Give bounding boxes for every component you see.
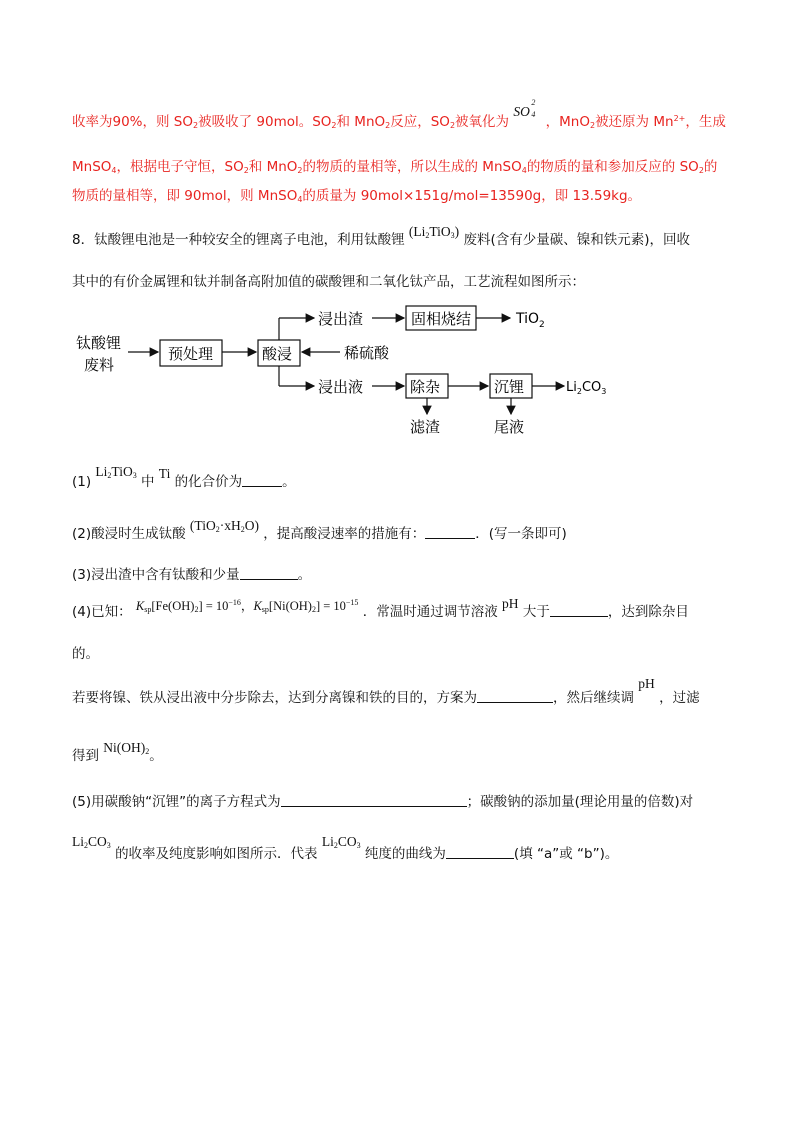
superscript: −15 (345, 598, 359, 607)
question-4-line2: 的。 (72, 646, 99, 662)
question-text: (1) (72, 474, 92, 490)
sulfate-formula (513, 98, 541, 130)
flow-pretreat-label: 预处理 (168, 345, 214, 363)
formula-text: O) (244, 518, 259, 533)
subscript: 2 (193, 121, 199, 130)
flow-filter-residue-label: 滤渣 (410, 418, 441, 436)
formula-text: Li (321, 834, 334, 849)
question-text: ．(写一条即可) (475, 526, 567, 542)
flow-waste-label-1: 钛酸锂 (76, 334, 122, 352)
answer-text: 被还原为 Mn (595, 114, 674, 130)
question-text: 得到 (72, 748, 99, 764)
answer-text: 的物质的量相等，所以生成的 MnSO (302, 159, 522, 175)
question-text: (3)浸出渣中含有钛酸和少量 (72, 567, 240, 583)
question-1 (72, 464, 296, 490)
formula-text: CO (337, 834, 357, 849)
formula-text: ] = 10 (315, 599, 346, 613)
formula-text: [Ni(OH) (268, 599, 312, 613)
flow-leachate-label: 浸出液 (318, 378, 364, 396)
formula-text: (Li (408, 224, 426, 239)
question-text: 的收率及纯度影响如图所示．代表 (115, 846, 318, 862)
formula-text: ] = 10 (198, 599, 229, 613)
li2tio3-formula (95, 464, 136, 479)
answer-text: MnSO (72, 159, 112, 175)
formula-text: K (135, 599, 145, 613)
nioh2-formula (103, 740, 149, 755)
question-text: 废料(含有少量碳、镍和铁元素)，回收 (463, 232, 691, 248)
subscript: 2 (698, 166, 704, 175)
answer-line-2 (72, 155, 717, 175)
question-2 (72, 518, 567, 542)
subscript: 2 (311, 605, 316, 614)
formula-text: ， (240, 599, 254, 613)
formula-text: pH (502, 596, 519, 611)
formula-text: (TiO (189, 518, 216, 533)
subscript: 2 (589, 121, 596, 130)
subscript: 2 (385, 121, 391, 130)
subscript: 2 (297, 166, 303, 175)
question-text: 大于 (522, 604, 550, 620)
subscript: 2 (215, 525, 220, 534)
answer-text: 和 MnO (336, 114, 386, 130)
subscript: 3 (132, 471, 137, 480)
answer-text: 的质量为 90mol×151g/mol=13590g，即 13.59kg。 (302, 188, 642, 204)
question-5-line2 (72, 834, 619, 862)
flow-tail-liquid-label: 尾液 (494, 418, 525, 436)
superscript: 2+ (673, 114, 686, 123)
subscript: sp (261, 605, 269, 614)
answer-line-1 (72, 98, 726, 130)
formula-text: SO (513, 104, 530, 119)
flow-li2co3-label: $Li_2CO_3$ (566, 380, 607, 396)
question-text: ，然后继续调 (553, 690, 634, 706)
question-text: 8．钛酸锂电池是一种较安全的锂离子电池，利用钛酸锂 (72, 232, 405, 248)
question-text: ．常温时通过调节溶液 (362, 604, 498, 620)
formula-text: [Fe(OH) (151, 599, 195, 613)
answer-blank[interactable] (242, 474, 282, 487)
li2co3-formula (72, 834, 111, 849)
answer-blank[interactable] (477, 690, 553, 703)
question-4 (72, 596, 689, 620)
subscript: 2 (331, 121, 337, 130)
question-text: (填 “a”或 “b”)。 (513, 846, 619, 862)
answer-text: 反应，SO (390, 114, 450, 130)
question-text: ，提高酸浸速率的措施有： (263, 526, 426, 542)
flow-residue-label: 浸出渣 (318, 310, 364, 328)
question-3 (72, 563, 311, 583)
titanic-acid-formula (190, 518, 259, 533)
subscript: 2 (84, 841, 88, 850)
answer-text: 收率为90%，则 SO (72, 114, 193, 130)
flow-waste-label-2: 废料 (84, 356, 115, 374)
question-text: (4)已知： (72, 604, 132, 620)
question-text: 中 (141, 474, 155, 490)
flow-tio2-label: TiO$_2$ (516, 311, 545, 330)
subscript: 4 (531, 110, 536, 119)
subscript: 2 (107, 471, 112, 480)
li2co3-formula (322, 834, 361, 849)
superscript: −16 (228, 598, 241, 607)
question-4-line4 (72, 740, 163, 764)
subscript: 4 (297, 195, 303, 204)
formula-text: pH (638, 676, 655, 691)
formula-text: Ti (158, 466, 171, 481)
answer-blank[interactable] (446, 846, 514, 859)
answer-blank[interactable] (240, 567, 298, 580)
answer-text: ，根据电子守恒，SO (116, 159, 244, 175)
question-4-line3 (72, 676, 700, 706)
question-text: 。 (149, 748, 163, 764)
question-text: 。 (282, 474, 296, 490)
subscript: 2 (240, 525, 245, 534)
subscript: 2 (333, 841, 338, 850)
flow-solid-sinter-label: 固相烧结 (411, 310, 472, 328)
question-text: ；碳酸钠的添加量(理论用量的倍数)对 (466, 794, 694, 810)
answer-line-3 (72, 184, 641, 204)
formula-text: TiO (429, 224, 451, 239)
answer-blank[interactable] (550, 604, 608, 617)
answer-text: 和 MnO (248, 159, 298, 175)
answer-text: 被氧化为 (455, 114, 510, 130)
question-8-intro-line2: 其中的有价金属锂和钛并制备高附加值的碳酸锂和二氧化钛产品，工艺流程如图所示： (72, 274, 585, 290)
answer-blank[interactable] (281, 794, 467, 807)
subscript: 4 (111, 166, 117, 175)
formula-text: ·xH (219, 518, 241, 533)
question-text: ，过滤 (659, 690, 700, 706)
superscript: 2 (531, 98, 536, 107)
subscript: 3 (450, 231, 455, 240)
answer-text: 的 (703, 159, 718, 175)
subscript: sp (144, 605, 152, 614)
question-8-intro (72, 224, 691, 248)
formula-text: K (253, 599, 262, 613)
question-text: 纯度的曲线为 (364, 846, 446, 862)
question-text: ，达到除杂目 (607, 604, 689, 620)
formula-text: Li (72, 834, 84, 849)
question-text: 。 (297, 567, 312, 583)
subscript: 3 (106, 841, 111, 850)
formula-text: Ni(OH) (103, 740, 146, 755)
subscript: 2 (425, 231, 430, 240)
question-text: (5)用碳酸钠“沉锂”的离子方程式为 (72, 794, 281, 810)
answer-blank[interactable] (425, 526, 475, 539)
subscript: 2 (243, 166, 249, 175)
question-text: 的化合价为 (174, 474, 243, 490)
answer-text: 的物质的量和参加反应的 SO (526, 159, 699, 175)
subscript: 3 (356, 841, 361, 850)
question-text: (2)酸浸时生成钛酸 (72, 526, 186, 542)
formula-text: CO (88, 834, 107, 849)
formula-text: Li (95, 464, 108, 479)
question-5 (72, 790, 693, 810)
formula-text: TiO (111, 464, 133, 479)
process-flow-diagram (70, 300, 607, 440)
flow-acid-leach-label: 酸浸 (262, 345, 293, 363)
flow-impurity-label: 除杂 (410, 378, 441, 396)
ksp-expression (136, 599, 359, 613)
answer-text: 物质的量相等，即 90mol，则 MnSO (72, 188, 298, 204)
subscript: 2 (449, 121, 456, 130)
formula-text: ) (454, 224, 460, 239)
subscript: 4 (521, 166, 527, 175)
question-text: 若要将镍、铁从浸出液中分步除去，达到分离镍和铁的目的，方案为 (72, 690, 477, 706)
answer-text: ，生成 (685, 114, 726, 130)
flow-li-precip-label: 沉锂 (494, 378, 525, 396)
subscript: 2 (145, 747, 150, 756)
flow-dilute-acid-label: 稀硫酸 (344, 344, 390, 362)
subscript: 2 (194, 605, 199, 614)
answer-text: 被吸收了 90mol。SO (198, 114, 332, 130)
answer-text: ，MnO (545, 114, 590, 130)
li2tio3-formula (409, 224, 459, 239)
